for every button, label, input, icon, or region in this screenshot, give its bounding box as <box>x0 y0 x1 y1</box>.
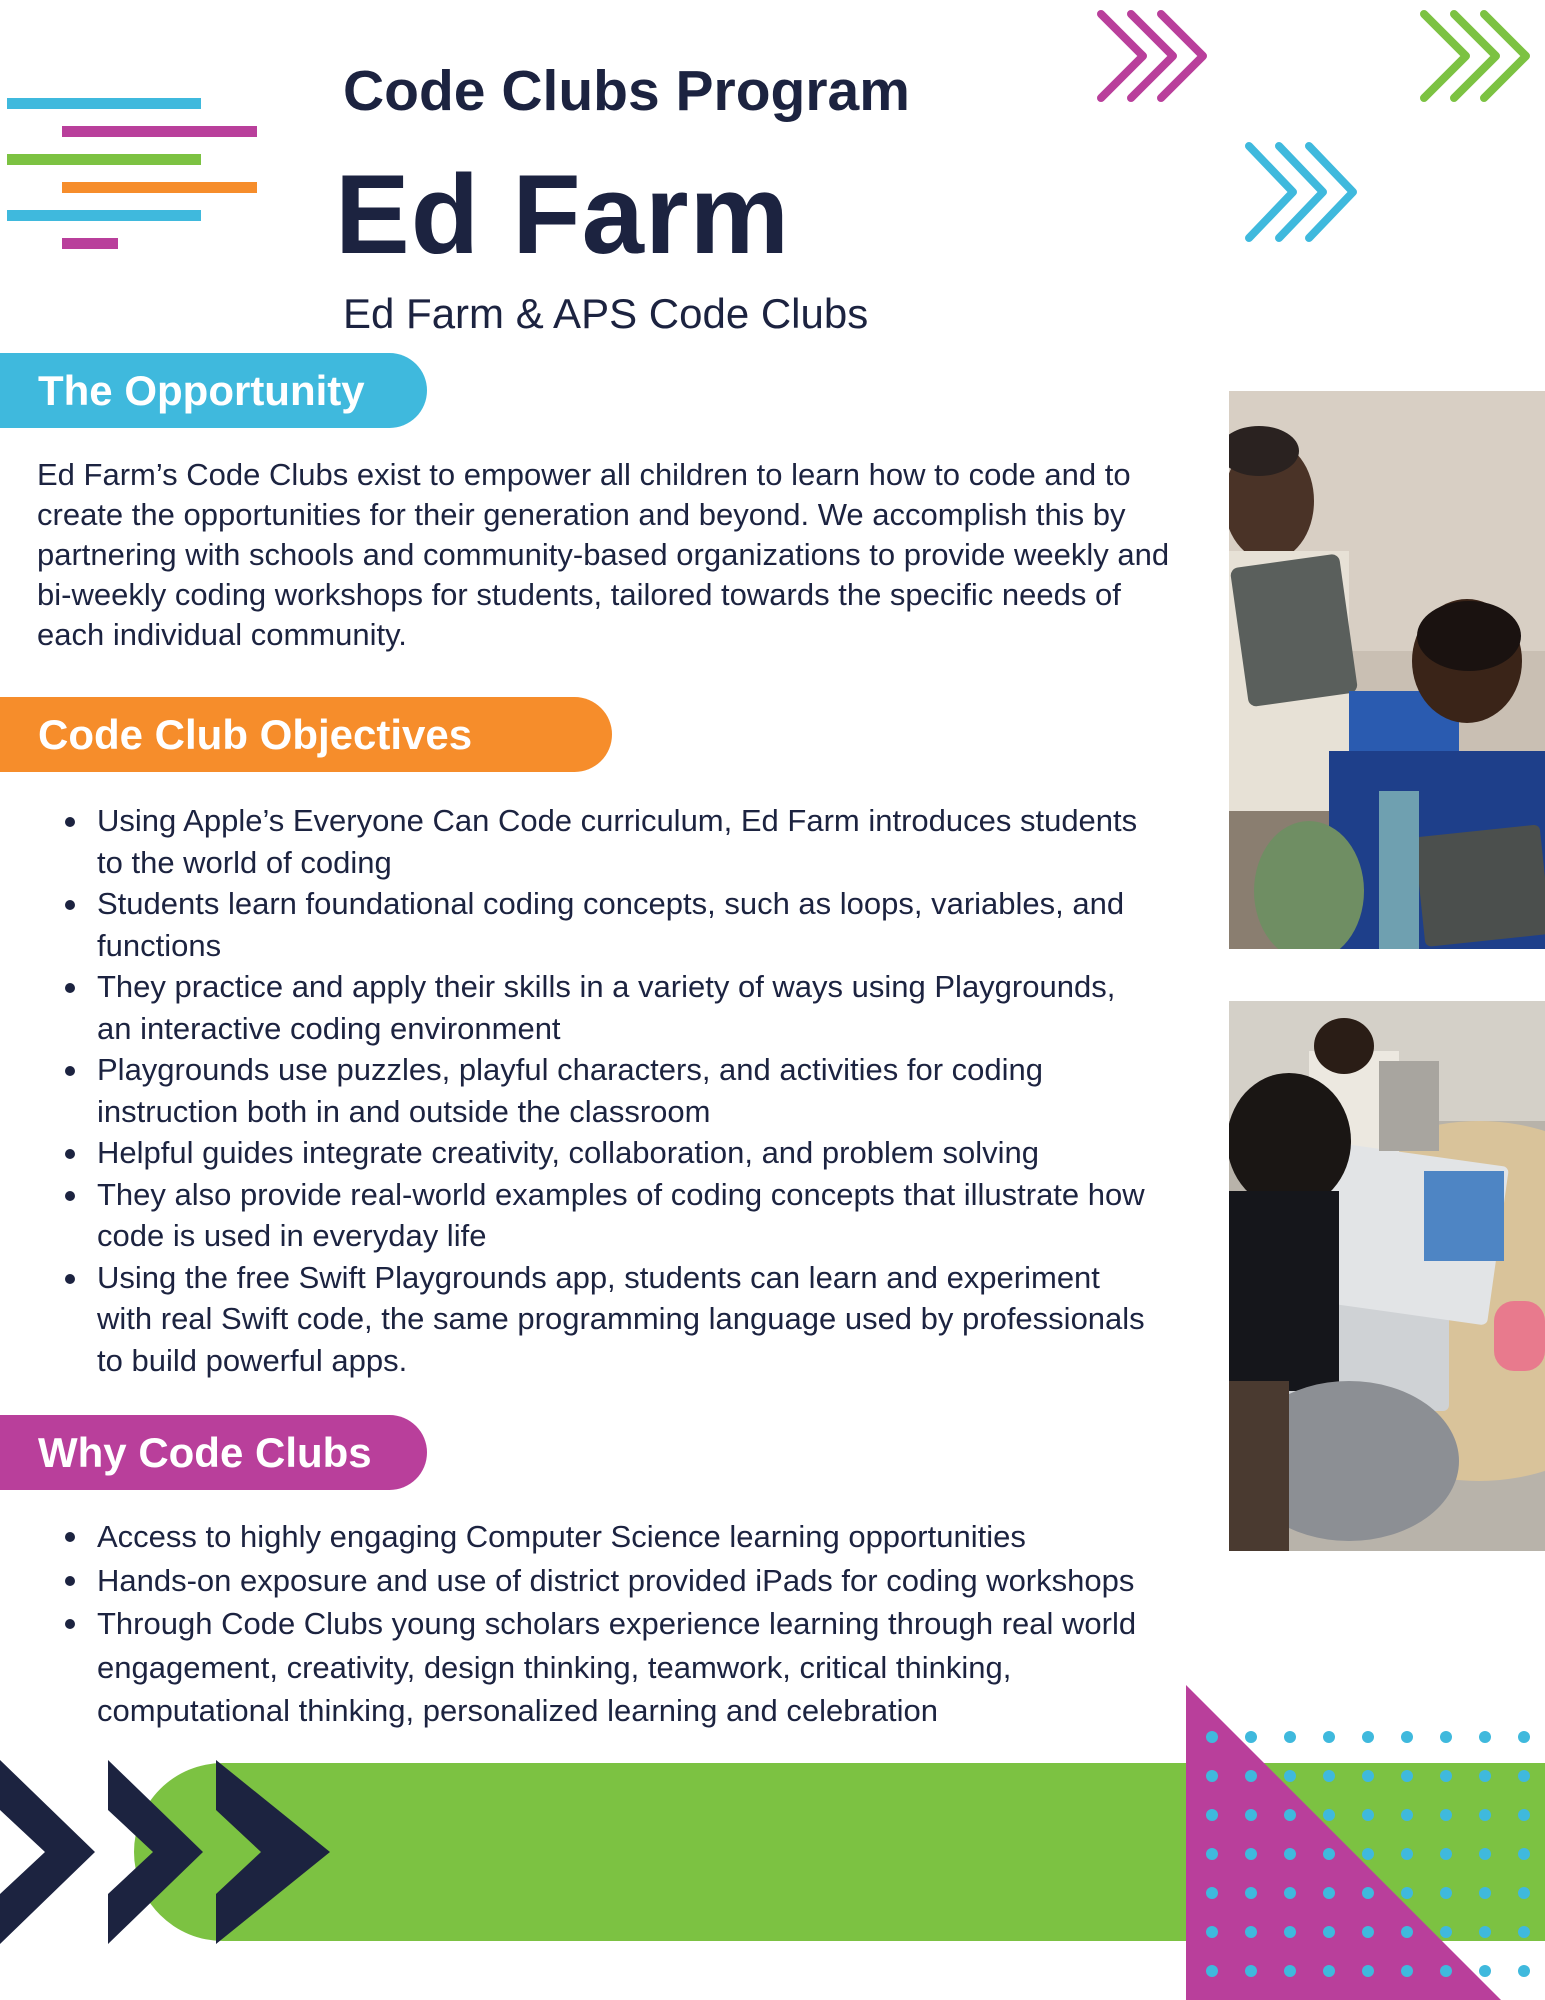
list-item <box>37 800 1157 883</box>
photo-students-with-tablets <box>1229 391 1545 949</box>
section-heading-label: Code Club Objectives <box>38 710 473 758</box>
section-heading-label: The Opportunity <box>38 366 365 414</box>
bullet-icon <box>65 1576 75 1586</box>
section-heading-objectives <box>0 697 612 772</box>
list-item-text: Hands-on exposure and use of district provided iPads for coding workshops <box>97 1562 1135 1598</box>
list-item <box>37 1257 1157 1382</box>
list-item-text: Playgrounds use puzzles, playful characters, and activities for coding instruction both in and outside the classroom <box>97 1052 1043 1129</box>
footer-decoration <box>0 1685 1545 2000</box>
list-item-text: Students learn foundational coding concepts, such as loops, variables, and functions <box>97 886 1125 963</box>
objectives-list <box>37 800 1157 1381</box>
triple-chevron-right-icon <box>1418 8 1545 108</box>
bullet-icon <box>65 983 75 993</box>
bullet-icon <box>65 1191 75 1201</box>
bullet-icon <box>65 817 75 827</box>
triple-chevron-right-icon <box>1095 8 1230 108</box>
program-title: Code Clubs Program <box>343 59 910 123</box>
list-item <box>37 1515 1187 1559</box>
triple-chevron-right-icon <box>1243 140 1378 250</box>
photo-students-at-laptops <box>1229 1001 1545 1551</box>
section-heading-opportunity <box>0 353 427 428</box>
decorative-stripes <box>0 90 265 250</box>
list-item <box>37 966 1157 1049</box>
list-item <box>37 883 1157 966</box>
list-item-text: Using the free Swift Playgrounds app, students can learn and experiment with real Swift code, the same programming language used by professionals to build powerful apps. <box>97 1259 1145 1378</box>
bullet-icon <box>65 1532 75 1542</box>
bullet-icon <box>65 1619 75 1629</box>
bullet-icon <box>65 900 75 910</box>
list-item <box>37 1049 1157 1132</box>
list-item-text: They also provide real-world examples of coding concepts that illustrate how code is used in everyday life <box>97 1176 1145 1253</box>
list-item <box>37 1132 1157 1174</box>
list-item <box>37 1559 1187 1603</box>
list-item-text: Helpful guides integrate creativity, collaboration, and problem solving <box>97 1135 1040 1170</box>
list-item-text: They practice and apply their skills in a variety of ways using Playgrounds, an interactive coding environment <box>97 969 1116 1046</box>
list-item-text: Access to highly engaging Computer Science learning opportunities <box>97 1519 1026 1554</box>
bullet-icon <box>65 1274 75 1284</box>
tagline: Ed Farm & APS Code Clubs <box>343 290 869 337</box>
page-title: Ed Farm <box>335 152 791 277</box>
bullet-icon <box>65 1066 75 1076</box>
list-item-text: Using Apple’s Everyone Can Code curriculum, Ed Farm introduces students to the world of coding <box>97 803 1138 880</box>
list-item-text: Through Code Clubs young scholars experience learning through real world engagement, creativity, design thinking, teamwork, critical thinking, computational thinking, personalized learning and celebration <box>97 1606 1137 1728</box>
list-item <box>37 1174 1157 1257</box>
bullet-icon <box>65 1149 75 1159</box>
opportunity-paragraph: Ed Farm’s Code Clubs exist to empower all children to learn how to code and to create the opportunities for their generation and beyond. We accomplish this by partnering with schools and community-based organizations to provide weekly and bi-weekly coding workshops for students, tailored towards the specific needs of each individual community. <box>37 457 1170 652</box>
section-heading-why <box>0 1415 427 1490</box>
section-heading-label: Why Code Clubs <box>38 1428 372 1476</box>
